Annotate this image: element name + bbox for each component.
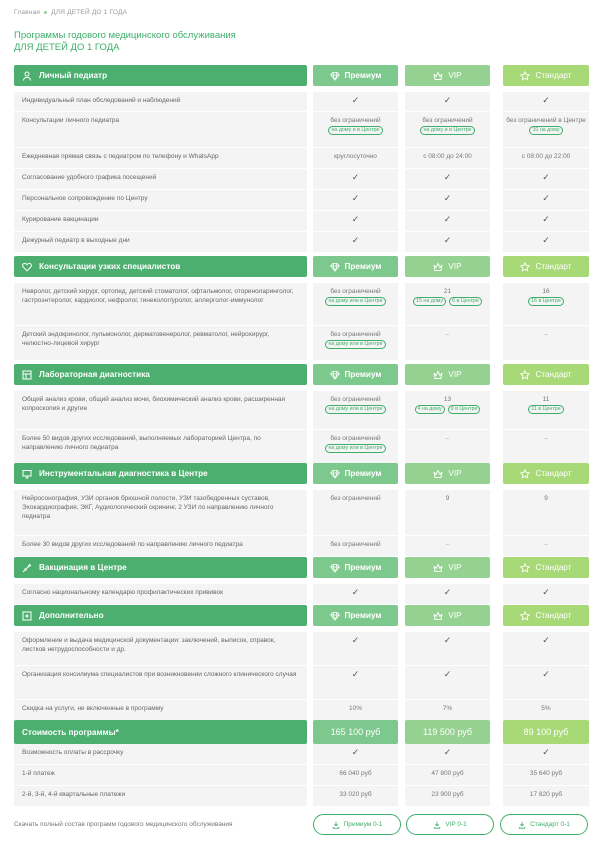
vip-cell	[405, 490, 490, 536]
price-premium: 165 100 руб	[313, 720, 398, 744]
check-icon: ✓	[542, 172, 550, 182]
diamond-icon	[330, 563, 340, 573]
star-icon	[520, 611, 530, 621]
plan-header-standard	[503, 65, 589, 86]
location-badge: на дому или в Центре	[325, 340, 385, 349]
premium-cell	[313, 391, 398, 430]
location-badge: 6 в Центре	[449, 297, 482, 306]
plan-name: Стандарт	[535, 71, 572, 80]
premium-cell	[313, 666, 398, 700]
plan-header-premium	[313, 557, 398, 578]
table-row	[14, 391, 589, 430]
cell-value: без ограничений	[330, 117, 381, 124]
standard-cell	[503, 190, 589, 211]
vip-cell	[405, 211, 490, 232]
check-icon: ✓	[443, 587, 452, 597]
section-title-text: Личный педиатр	[39, 71, 108, 80]
row-label: Более 30 видов других исследований по направлению личного педиатра	[14, 536, 307, 557]
page-title-line1: Программы годового медицинского обслуживания	[14, 30, 236, 41]
premium-cell	[313, 536, 398, 557]
diamond-icon	[330, 71, 340, 81]
row-label: Согласование удобного графика посещений	[14, 169, 307, 190]
table-row	[14, 326, 589, 361]
vip-cell	[405, 283, 490, 326]
location-badge: на дому или в Центре	[325, 297, 385, 306]
diamond-icon	[330, 370, 340, 380]
vip-cell	[405, 765, 490, 786]
plan-header-standard	[503, 557, 589, 578]
premium-cell	[313, 92, 398, 112]
price-vip: 119 500 руб	[405, 720, 490, 744]
location-badge: 10 на дому	[529, 126, 562, 135]
table-row	[14, 430, 589, 465]
crown-icon	[433, 71, 443, 81]
row-label: Ежедневная прямая связь с педиатром по телефону и WhatsApp	[14, 148, 307, 169]
vip-cell	[405, 632, 490, 666]
download-standard-button[interactable]	[500, 814, 588, 835]
premium-cell	[313, 169, 398, 190]
plan-name: Премиум	[344, 262, 382, 271]
vip-cell	[405, 391, 490, 430]
payment-row	[14, 786, 589, 807]
section-title	[14, 605, 307, 626]
standard-cell	[503, 283, 589, 326]
cell-value: без ограничений	[330, 331, 381, 338]
vip-cell	[405, 786, 490, 807]
check-icon: ✓	[443, 747, 452, 757]
premium-cell	[313, 148, 398, 169]
row-label: Нейросонография, УЗИ органов брюшной полости, УЗИ тазобедренных суставов, Эхокардиография, ЭКГ, Аудиологический скрининг, 2 УЗИ по направлению личного педиатра	[14, 490, 307, 536]
standard-cell	[503, 700, 589, 721]
premium-cell	[313, 232, 398, 253]
check-icon: ✓	[443, 95, 452, 105]
vip-cell	[405, 112, 490, 148]
plan-header-premium	[313, 605, 398, 626]
plan-header-standard	[503, 364, 589, 385]
cell-value: 47 800 руб	[431, 770, 464, 777]
lab-icon	[22, 370, 32, 380]
cell-value: с 08:00 до 24:00	[423, 153, 472, 160]
cell-value: с 08:00 до 22:00	[521, 153, 571, 160]
diamond-icon	[330, 262, 340, 272]
check-icon: ✓	[542, 669, 550, 679]
cell-value: 66 040 руб	[339, 770, 372, 777]
standard-cell	[503, 632, 589, 666]
breadcrumb-current: ДЛЯ ДЕТЕЙ ДО 1 ГОДА	[51, 9, 128, 16]
download-icon	[433, 821, 441, 829]
table-row	[14, 232, 589, 253]
check-icon: ✓	[542, 193, 550, 203]
plan-header-vip	[405, 557, 490, 578]
plan-name: Премиум	[344, 370, 382, 379]
table-row	[14, 283, 589, 326]
check-icon: ✓	[443, 669, 452, 679]
premium-cell	[313, 283, 398, 326]
standard-cell	[503, 169, 589, 190]
plan-name: Стандарт	[535, 469, 572, 478]
not-included-dash: –	[544, 435, 548, 442]
section-header	[14, 463, 589, 484]
location-badges	[503, 296, 589, 306]
section-header	[14, 364, 589, 385]
row-label: 1-й платеж	[14, 765, 307, 786]
download-text: Скачать полный состав программ годового медицинского обслуживания	[14, 821, 233, 828]
premium-cell	[313, 211, 398, 232]
vip-cell	[405, 536, 490, 557]
plan-header-vip	[405, 463, 490, 484]
plan-header-premium	[313, 256, 398, 277]
plan-name: VIP	[448, 469, 462, 478]
section-header	[14, 65, 589, 86]
premium-cell	[313, 786, 398, 807]
plan-header-premium	[313, 463, 398, 484]
cell-value: 7%	[442, 705, 453, 712]
plan-header-vip	[405, 364, 490, 385]
not-included-dash: –	[445, 541, 450, 548]
cell-value: без ограничений в Центре	[506, 117, 586, 124]
location-badges	[313, 404, 398, 414]
vip-cell	[405, 190, 490, 211]
table-row	[14, 112, 589, 148]
location-badges	[313, 296, 398, 306]
vip-cell	[405, 232, 490, 253]
location-badges	[313, 339, 398, 349]
premium-cell	[313, 744, 398, 765]
location-badge: 15 на дому	[413, 297, 446, 306]
vip-cell	[405, 92, 490, 112]
plan-name: Стандарт	[535, 262, 572, 271]
plan-name: Стандарт	[535, 370, 572, 379]
download-premium-button[interactable]	[313, 814, 401, 835]
check-icon: ✓	[351, 747, 360, 757]
row-label: Организация консилиума специалистов при возникновении сложного клинического случая	[14, 666, 307, 700]
crown-icon	[433, 370, 443, 380]
section-title-text: Дополнительно	[39, 611, 104, 620]
cell-value: 11	[542, 396, 550, 403]
cell-value: 35 640 руб	[529, 770, 563, 777]
cell-value: 17 820 руб	[529, 791, 563, 798]
pediatrician-icon	[22, 71, 32, 81]
page-title	[14, 30, 236, 54]
crown-icon	[433, 611, 443, 621]
standard-cell	[503, 490, 589, 536]
cell-value: без ограничений	[330, 396, 381, 403]
cell-value: без ограничений	[330, 541, 381, 548]
standard-cell	[503, 92, 589, 112]
plan-header-vip	[405, 256, 490, 277]
standard-cell	[503, 391, 589, 430]
download-icon	[518, 821, 526, 829]
standard-cell	[503, 584, 589, 605]
plan-header-standard	[503, 605, 589, 626]
standard-cell	[503, 536, 589, 557]
location-badge: 9 в Центре	[448, 405, 481, 414]
premium-cell	[313, 632, 398, 666]
plan-name: Стандарт	[535, 611, 572, 620]
star-icon	[520, 71, 530, 81]
download-vip-label: VIP 0-1	[445, 821, 467, 828]
check-icon: ✓	[542, 214, 550, 224]
standard-cell	[503, 430, 589, 465]
check-icon: ✓	[351, 235, 360, 245]
vip-cell	[405, 744, 490, 765]
crown-icon	[433, 262, 443, 272]
premium-cell	[313, 700, 398, 721]
not-included-dash: –	[544, 331, 548, 338]
check-icon: ✓	[443, 172, 452, 182]
not-included-dash: –	[445, 331, 450, 338]
table-row	[14, 584, 589, 605]
diamond-icon	[330, 611, 340, 621]
location-badges	[313, 443, 398, 453]
plan-name: Премиум	[344, 611, 382, 620]
check-icon: ✓	[351, 95, 360, 105]
star-icon	[520, 469, 530, 479]
cell-value: 5%	[541, 705, 551, 712]
location-badge: 11 в Центре	[528, 405, 563, 414]
row-label: Индивидуальный план обследований и наблюдений	[14, 92, 307, 112]
check-icon: ✓	[351, 635, 360, 645]
section-title-text: Консультации узких специалистов	[39, 262, 181, 271]
not-included-dash: –	[445, 435, 450, 442]
location-badge: на дому или в Центре	[325, 405, 385, 414]
check-icon: ✓	[542, 235, 550, 245]
row-label: Персональное сопровождение по Центру	[14, 190, 307, 211]
price-title: Стоимость программы*	[14, 720, 307, 744]
standard-cell	[503, 666, 589, 700]
row-label: Согласно национальному календарю профилактических прививок	[14, 584, 307, 605]
cell-value: без ограничений	[330, 435, 381, 442]
cell-value: 13	[443, 396, 452, 403]
location-badges	[405, 404, 490, 414]
breadcrumb-separator	[44, 11, 47, 14]
check-icon: ✓	[351, 172, 360, 182]
star-icon	[520, 370, 530, 380]
row-label: Консультации личного педиатра	[14, 112, 307, 148]
table-row	[14, 490, 589, 536]
location-badges	[503, 125, 589, 135]
plan-name: VIP	[448, 563, 462, 572]
vip-cell	[405, 584, 490, 605]
vip-cell	[405, 666, 490, 700]
section-title	[14, 557, 307, 578]
table-row	[14, 632, 589, 666]
table-row	[14, 211, 589, 232]
row-label: 2-й, 3-й, 4-й квартальные платежи	[14, 786, 307, 807]
section-header	[14, 256, 589, 277]
breadcrumb	[14, 9, 127, 16]
crown-icon	[433, 469, 443, 479]
location-badge: на дому или в Центре	[325, 444, 385, 453]
price-standard: 89 100 руб	[503, 720, 589, 744]
plan-header-standard	[503, 256, 589, 277]
standard-cell	[503, 765, 589, 786]
cell-value: 16	[542, 288, 550, 295]
heart-icon	[22, 262, 32, 272]
table-row	[14, 169, 589, 190]
cell-value: 23 900 руб	[431, 791, 464, 798]
premium-cell	[313, 190, 398, 211]
location-badges	[503, 404, 589, 414]
standard-cell	[503, 148, 589, 169]
check-icon: ✓	[443, 214, 452, 224]
star-icon	[520, 262, 530, 272]
cell-value: 33 020 руб	[339, 791, 372, 798]
vip-cell	[405, 148, 490, 169]
plan-name: VIP	[448, 370, 462, 379]
cell-value: без ограничений	[330, 495, 381, 502]
location-badge: на дому и в Центре	[420, 126, 474, 135]
download-vip-button[interactable]	[406, 814, 494, 835]
premium-cell	[313, 430, 398, 465]
location-badge: на дому и в Центре	[328, 126, 382, 135]
cell-value: 9	[445, 495, 450, 502]
vip-cell	[405, 430, 490, 465]
plus-icon	[22, 611, 32, 621]
download-premium-label: Премиум 0-1	[343, 821, 383, 828]
plan-name: Премиум	[344, 563, 382, 572]
plan-name: Стандарт	[535, 563, 572, 572]
monitor-icon	[22, 469, 32, 479]
premium-cell	[313, 112, 398, 148]
table-row	[14, 148, 589, 169]
plan-header-premium	[313, 65, 398, 86]
page-title-line2: ДЛЯ ДЕТЕЙ ДО 1 ГОДА	[14, 42, 120, 53]
plan-header-premium	[313, 364, 398, 385]
row-label: Скидка на услуги, не включенные в программу	[14, 700, 307, 721]
section-title	[14, 256, 307, 277]
not-included-dash: –	[544, 541, 548, 548]
price-header	[14, 720, 589, 744]
cell-value: без ограничений	[330, 288, 381, 295]
check-icon: ✓	[443, 635, 452, 645]
plan-header-vip	[405, 65, 490, 86]
row-label: Общий анализ крови, общий анализ мочи, биохимический анализ крови, расширенная копроскопия и другие	[14, 391, 307, 430]
location-badge: 4 на дому	[415, 405, 445, 414]
star-icon	[520, 563, 530, 573]
section-title	[14, 364, 307, 385]
section-title-text: Вакцинация в Центре	[39, 563, 127, 572]
section-title-text: Лабораторная диагностика	[39, 370, 150, 379]
check-icon: ✓	[443, 193, 452, 203]
plan-header-standard	[503, 463, 589, 484]
check-icon: ✓	[351, 193, 360, 203]
check-icon: ✓	[542, 747, 550, 757]
table-row	[14, 700, 589, 721]
location-badges	[313, 125, 398, 135]
standard-cell	[503, 211, 589, 232]
section-title	[14, 463, 307, 484]
location-badge: 16 в Центре	[528, 297, 564, 306]
row-label: Более 50 видов других исследований, выполняемых лабораторией Центра, по направлению личного педиатра	[14, 430, 307, 465]
row-label: Оформление и выдача медицинской документации: заключений, выписок, справок, листков нетрудоспособности и др.	[14, 632, 307, 666]
download-standard-label: Стандарт 0-1	[530, 821, 570, 828]
plan-header-vip	[405, 605, 490, 626]
download-icon	[332, 821, 340, 829]
diamond-icon	[330, 469, 340, 479]
crown-icon	[433, 563, 443, 573]
cell-value: 21	[443, 288, 452, 295]
standard-cell	[503, 744, 589, 765]
plan-name: Премиум	[344, 469, 382, 478]
section-title-text: Инструментальная диагностика в Центре	[39, 469, 208, 478]
check-icon: ✓	[542, 587, 550, 597]
row-label: Возможность оплаты в рассрочку	[14, 744, 307, 765]
check-icon: ✓	[542, 95, 550, 105]
standard-cell	[503, 112, 589, 148]
check-icon: ✓	[542, 635, 550, 645]
payment-row	[14, 744, 589, 765]
plan-name: VIP	[448, 262, 462, 271]
section-header	[14, 605, 589, 626]
row-label: Курирование вакцинации	[14, 211, 307, 232]
payment-row	[14, 765, 589, 786]
location-badges	[405, 125, 490, 135]
premium-cell	[313, 326, 398, 361]
syringe-icon	[22, 563, 32, 573]
section-header	[14, 557, 589, 578]
premium-cell	[313, 490, 398, 536]
section-title	[14, 65, 307, 86]
plan-name: Премиум	[344, 71, 382, 80]
plan-name: VIP	[448, 611, 462, 620]
premium-cell	[313, 584, 398, 605]
cell-value: 10%	[348, 705, 362, 712]
row-label: Дежурный педиатр в выходные дни	[14, 232, 307, 253]
cell-value: 9	[544, 495, 548, 502]
premium-cell	[313, 765, 398, 786]
table-row	[14, 92, 589, 112]
check-icon: ✓	[351, 669, 360, 679]
breadcrumb-home[interactable]: Главная	[14, 9, 41, 16]
check-icon: ✓	[351, 587, 360, 597]
vip-cell	[405, 326, 490, 361]
table-row	[14, 190, 589, 211]
check-icon: ✓	[443, 235, 452, 245]
check-icon: ✓	[351, 214, 360, 224]
row-label: Невролог, детский хирург, ортопед, детский стоматолог, офтальмолог, оториноларинголог, гастроэнтеролог, кардиолог, нефролог, гинеколог/уролог, аллерголог-иммунолог	[14, 283, 307, 326]
vip-cell	[405, 169, 490, 190]
vip-cell	[405, 700, 490, 721]
cell-value: круглосуточно	[334, 153, 377, 160]
standard-cell	[503, 786, 589, 807]
row-label: Детский эндокринолог, пульмонолог, дерматовенеролог, ревматолог, нейрохирург, челюстно-лицевой хирург	[14, 326, 307, 361]
standard-cell	[503, 326, 589, 361]
cell-value: без ограничений	[422, 117, 473, 124]
location-badges	[405, 296, 490, 306]
standard-cell	[503, 232, 589, 253]
table-row	[14, 536, 589, 557]
table-row	[14, 666, 589, 700]
plan-name: VIP	[448, 71, 462, 80]
